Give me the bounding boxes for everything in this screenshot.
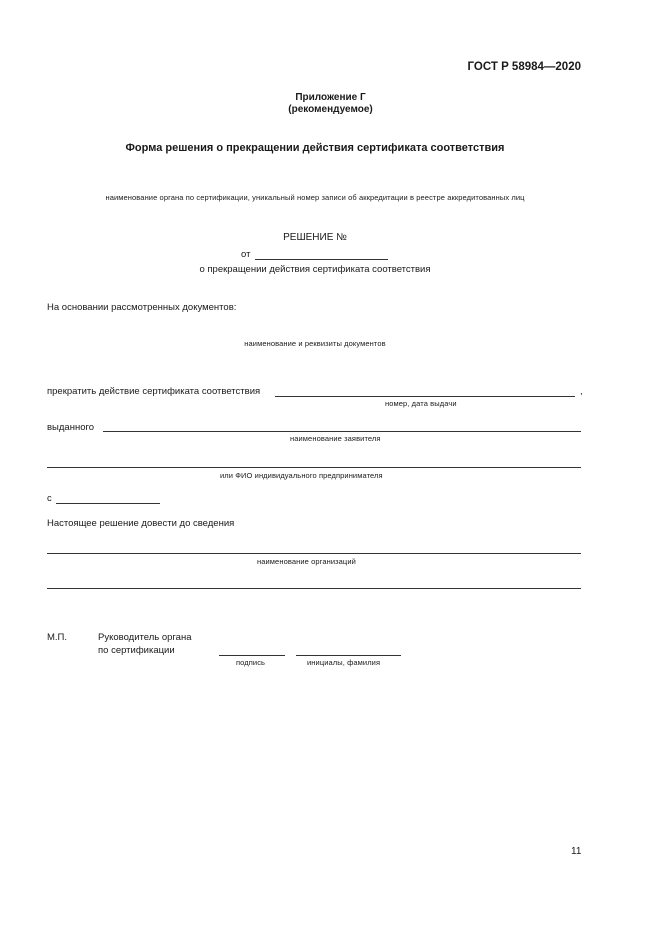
annex-title: Приложение Г <box>295 92 366 103</box>
signature-caption: подпись <box>236 658 266 667</box>
entrepreneur-line <box>47 467 581 468</box>
form-title: Форма решения о прекращении действия сертификата соответствия <box>125 142 505 154</box>
decision-date-line <box>255 259 388 260</box>
basis-label: На основании рассмотренных документов: <box>47 302 237 313</box>
applicant-line <box>103 431 581 432</box>
entrepreneur-caption: или ФИО индивидуального предпринимателя <box>220 471 383 480</box>
organizations-line-2 <box>47 588 581 589</box>
since-label: с <box>47 493 52 504</box>
decision-title: РЕШЕНИЕ № <box>283 232 347 243</box>
seal-label: М.П. <box>47 632 68 643</box>
docs-caption: наименование и реквизиты документов <box>244 339 386 348</box>
terminate-comma: , <box>580 386 583 397</box>
signature-line <box>219 655 285 656</box>
since-date-line <box>56 503 160 504</box>
page-number: 11 <box>571 846 582 857</box>
terminate-label: прекратить действие сертификата соответствия <box>47 386 261 397</box>
certificate-line <box>275 396 575 397</box>
org-caption: наименование органа по сертификации, уникальный номер записи об аккредитации в реестре аккредитованных лиц <box>105 193 525 202</box>
name-caption: инициалы, фамилия <box>307 658 381 667</box>
applicant-caption: наименование заявителя <box>290 434 381 443</box>
name-line <box>296 655 401 656</box>
standard-number: ГОСТ Р 58984—2020 <box>467 61 581 73</box>
organizations-line <box>47 553 581 554</box>
notify-label: Настоящее решение довести до сведения <box>47 518 235 529</box>
annex-subtitle: (рекомендуемое) <box>288 104 373 115</box>
issued-label: выданного <box>47 422 95 433</box>
head-label-line1: Руководитель органа <box>98 632 192 643</box>
certificate-caption: номер, дата выдачи <box>385 399 457 408</box>
decision-subject: о прекращении действия сертификата соответствия <box>199 264 431 275</box>
decision-from-label: от <box>241 249 251 260</box>
head-label-line2: по сертификации <box>98 645 175 656</box>
organizations-caption: наименование организаций <box>257 557 356 566</box>
